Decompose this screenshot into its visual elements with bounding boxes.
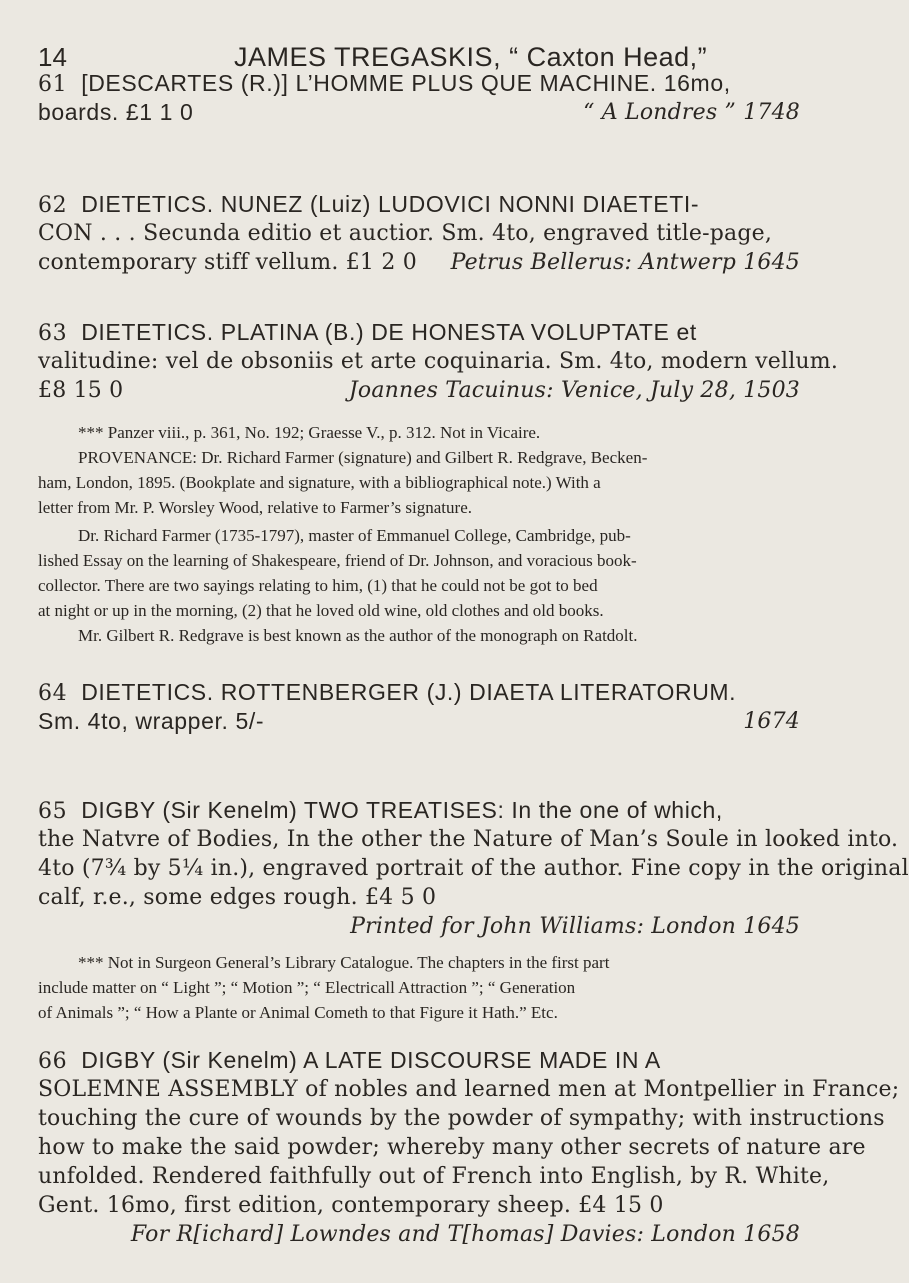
imprint: Printed for John Williams: London 1645: [350, 914, 800, 939]
note-line: ham, London, 1895. (Bookplate and signature, with a bibliographical note.) With a: [38, 473, 601, 492]
note-line: include matter on “ Light ”; “ Motion ”; “ Electricall Attraction ”; “ Generation: [38, 978, 576, 997]
lot-number: 66: [38, 1049, 68, 1074]
note-line: Dr. Richard Farmer (1735-1797), master of Emmanuel College, Cambridge, pub-: [78, 526, 631, 545]
entry-65-notes: [38, 950, 830, 1025]
note-line: letter from Mr. P. Worsley Wood, relative to Farmer’s signature.: [38, 498, 472, 517]
lot-number: 65: [38, 799, 68, 824]
catalogue-entry-65: [38, 796, 909, 941]
imprint: Petrus Bellerus: Antwerp 1645: [450, 250, 800, 275]
entry-text: DIETETICS. ROTTENBERGER (J.) DIAETA LITERATORUM.: [81, 679, 737, 705]
entry-text: the Natvre of Bodies, In the other the Nature of Man’s Soule in looked into.: [38, 827, 899, 852]
lot-number: 61: [38, 72, 68, 97]
imprint: 1674: [743, 709, 800, 734]
note-line: of Animals ”; “ How a Plante or Animal Cometh to that Figure it Hath.” Etc.: [38, 1003, 558, 1022]
note-line: *** Not in Surgeon General’s Library Catalogue. The chapters in the first part: [78, 953, 610, 972]
entry-text: SOLEMNE ASSEMBLY of nobles and learned men at Montpellier in France;: [38, 1077, 900, 1102]
imprint: Joannes Tacuinus: Venice, July 28, 1503: [348, 378, 800, 403]
catalogue-entry-64: [38, 678, 830, 736]
note-line: at night or up in the morning, (2) that he loved old wine, old clothes and old books.: [38, 601, 604, 620]
lot-number: 64: [38, 681, 68, 706]
entry-text: unfolded. Rendered faithfully out of French into English, by R. White,: [38, 1164, 830, 1189]
entry-text: Gent. 16mo, first edition, contemporary sheep. £4 15 0: [38, 1193, 664, 1218]
page-number: 14: [38, 42, 67, 72]
entry-text: CON . . . Secunda editio et auctior. Sm. 4to, engraved title-page,: [38, 221, 773, 246]
entry-text: boards. £1 1 0: [38, 99, 194, 125]
entry-63-notes: [38, 420, 830, 648]
lot-number: 63: [38, 321, 68, 346]
running-title: JAMES TREGASKIS, “ Caxton Head,”: [234, 42, 708, 72]
entry-text: DIETETICS. NUNEZ (Luiz) LUDOVICI NONNI DIAETETI-: [81, 191, 700, 217]
note-line: *** Panzer viii., p. 361, No. 192; Graesse V., p. 312. Not in Vicaire.: [78, 423, 541, 442]
entry-text: how to make the said powder; whereby many other secrets of nature are: [38, 1135, 866, 1160]
imprint: For R[ichard] Lowndes and T[homas] Davies: London 1658: [130, 1222, 800, 1247]
entry-text: [DESCARTES (R.)] L’HOMME PLUS QUE MACHINE. 16mo,: [81, 70, 731, 96]
note-line: Mr. Gilbert R. Redgrave is best known as the author of the monograph on Ratdolt.: [78, 626, 638, 645]
entry-text: calf, r.e., some edges rough. £4 5 0: [38, 885, 437, 910]
entry-text: Sm. 4to, wrapper. 5/-: [38, 708, 265, 734]
note-line: PROVENANCE: Dr. Richard Farmer (signature) and Gilbert R. Redgrave, Becken-: [78, 448, 648, 467]
catalogue-entry-62: [38, 190, 830, 277]
price: £8 15 0: [38, 378, 124, 403]
entry-text: DIGBY (Sir Kenelm) A LATE DISCOURSE MADE IN A: [81, 1047, 661, 1073]
entry-text: DIGBY (Sir Kenelm) TWO TREATISES: In the one of which,: [81, 797, 723, 823]
imprint: “ A Londres ” 1748: [583, 100, 800, 125]
catalogue-entry-61: [38, 69, 830, 127]
note-line: collector. There are two sayings relating to him, (1) that he could not be got to bed: [38, 576, 598, 595]
entry-text: 4to (7¾ by 5¼ in.), engraved portrait of the author. Fine copy in the original: [38, 856, 909, 881]
entry-text: touching the cure of wounds by the powder of sympathy; with instructions: [38, 1106, 885, 1131]
catalogue-entry-66: [38, 1046, 900, 1249]
lot-number: 62: [38, 193, 68, 218]
entry-text: valitudine: vel de obsoniis et arte coquinaria. Sm. 4to, modern vellum.: [38, 349, 839, 374]
catalogue-entry-63: [38, 318, 839, 405]
entry-text: DIETETICS. PLATINA (B.) DE HONESTA VOLUPTATE et: [81, 319, 697, 345]
note-line: lished Essay on the learning of Shakespeare, friend of Dr. Johnson, and voracious book-: [38, 551, 637, 570]
entry-text: contemporary stiff vellum. £1 2 0: [38, 250, 417, 275]
